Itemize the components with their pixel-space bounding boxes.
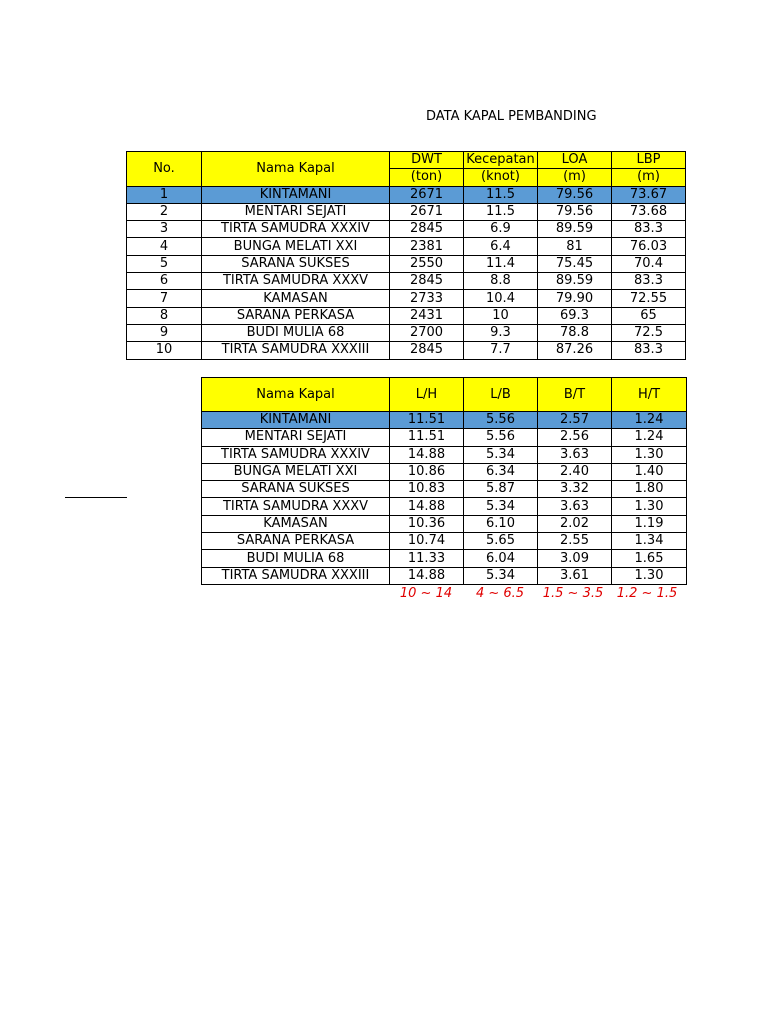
header-bt: B/T xyxy=(538,378,612,412)
cell-loa: 79.90 xyxy=(538,290,612,307)
cell-kec: 6.4 xyxy=(464,238,538,255)
header-ht: H/T xyxy=(612,378,687,412)
cell-kec: 10.4 xyxy=(464,290,538,307)
table-row xyxy=(127,255,686,272)
cell-loa: 87.26 xyxy=(538,342,612,359)
cell-lbp: 83.3 xyxy=(612,221,686,238)
cell-bt: 3.32 xyxy=(538,481,612,498)
cell-ht: 1.34 xyxy=(612,533,687,550)
cell-no: 8 xyxy=(127,307,202,324)
cell-nama: TIRTA SAMUDRA XXXIII xyxy=(202,567,390,584)
cell-kec: 9.3 xyxy=(464,324,538,341)
table-row xyxy=(202,498,687,515)
cell-lbp: 73.68 xyxy=(612,203,686,220)
cell-lbp: 72.5 xyxy=(612,324,686,341)
cell-lh: 14.88 xyxy=(390,498,464,515)
cell-lb: 5.56 xyxy=(464,429,538,446)
page-title: DATA KAPAL PEMBANDING xyxy=(426,109,597,124)
cell-nama: BUNGA MELATI XXI xyxy=(202,463,390,480)
cell-lh: 10.83 xyxy=(390,481,464,498)
cell-lb: 5.87 xyxy=(464,481,538,498)
table-row xyxy=(202,412,687,429)
cell-lh: 14.88 xyxy=(390,567,464,584)
cell-no: 6 xyxy=(127,273,202,290)
header-lb: L/B xyxy=(464,378,538,412)
cell-kec: 11.5 xyxy=(464,186,538,203)
cell-loa: 78.8 xyxy=(538,324,612,341)
cell-lh: 11.51 xyxy=(390,429,464,446)
cell-lbp: 70.4 xyxy=(612,255,686,272)
header-dwt-unit: (ton) xyxy=(390,169,464,186)
cell-nama: TIRTA SAMUDRA XXXIII xyxy=(202,342,390,359)
cell-dwt: 2845 xyxy=(390,342,464,359)
cell-lh: 10.86 xyxy=(390,463,464,480)
table-row xyxy=(127,290,686,307)
cell-kec: 8.8 xyxy=(464,273,538,290)
cell-lh: 10.36 xyxy=(390,515,464,532)
cell-kec: 10 xyxy=(464,307,538,324)
header-nama-kapal: Nama Kapal xyxy=(202,152,390,187)
cell-nama: SARANA PERKASA xyxy=(202,533,390,550)
cell-no: 3 xyxy=(127,221,202,238)
cell-nama: MENTARI SEJATI xyxy=(202,203,390,220)
cell-lb: 6.04 xyxy=(464,550,538,567)
cell-kec: 11.4 xyxy=(464,255,538,272)
cell-lbp: 72.55 xyxy=(612,290,686,307)
cell-lb: 5.34 xyxy=(464,498,538,515)
cell-lb: 6.34 xyxy=(464,463,538,480)
table-row xyxy=(202,515,687,532)
cell-ht: 1.24 xyxy=(612,429,687,446)
cell-bt: 2.02 xyxy=(538,515,612,532)
cell-lh: 11.51 xyxy=(390,412,464,429)
table-row xyxy=(127,186,686,203)
cell-nama: KINTAMANI xyxy=(202,412,390,429)
cell-dwt: 2845 xyxy=(390,273,464,290)
table-row xyxy=(127,324,686,341)
cell-bt: 3.63 xyxy=(538,446,612,463)
cell-ht: 1.30 xyxy=(612,446,687,463)
cell-nama: KAMASAN xyxy=(202,515,390,532)
cell-ht: 1.30 xyxy=(612,567,687,584)
cell-no: 2 xyxy=(127,203,202,220)
header-loa: LOA xyxy=(538,152,612,169)
table-row xyxy=(202,567,687,584)
cell-loa: 81 xyxy=(538,238,612,255)
cell-lh: 14.88 xyxy=(390,446,464,463)
cell-nama: SARANA PERKASA xyxy=(202,307,390,324)
cell-no: 7 xyxy=(127,290,202,307)
cell-lb: 5.34 xyxy=(464,567,538,584)
cell-dwt: 2550 xyxy=(390,255,464,272)
cell-ht: 1.80 xyxy=(612,481,687,498)
header-lh: L/H xyxy=(390,378,464,412)
cell-kec: 6.9 xyxy=(464,221,538,238)
header-no: No. xyxy=(127,152,202,187)
header-kecepatan: Kecepatan xyxy=(464,152,538,169)
cell-lb: 6.10 xyxy=(464,515,538,532)
cell-bt: 2.56 xyxy=(538,429,612,446)
cell-nama: BUDI MULIA 68 xyxy=(202,550,390,567)
cell-lbp: 83.3 xyxy=(612,342,686,359)
cell-loa: 89.59 xyxy=(538,221,612,238)
cell-lh: 11.33 xyxy=(390,550,464,567)
range-bt: 1.5 ~ 3.5 xyxy=(542,586,604,601)
cell-nama: TIRTA SAMUDRA XXXIV xyxy=(202,446,390,463)
cell-lb: 5.65 xyxy=(464,533,538,550)
table-row xyxy=(202,429,687,446)
table-row xyxy=(127,203,686,220)
table-row xyxy=(202,481,687,498)
cell-nama: KINTAMANI xyxy=(202,186,390,203)
table-row xyxy=(127,273,686,290)
cell-bt: 2.40 xyxy=(538,463,612,480)
range-ht: 1.2 ~ 1.5 xyxy=(616,586,678,601)
cell-dwt: 2733 xyxy=(390,290,464,307)
cell-kec: 7.7 xyxy=(464,342,538,359)
cell-dwt: 2381 xyxy=(390,238,464,255)
cell-nama: BUNGA MELATI XXI xyxy=(202,238,390,255)
cell-loa: 79.56 xyxy=(538,186,612,203)
ship-data-body xyxy=(127,186,686,359)
cell-nama: MENTARI SEJATI xyxy=(202,429,390,446)
cell-no: 4 xyxy=(127,238,202,255)
ship-data-table xyxy=(126,151,686,360)
header-dwt: DWT xyxy=(390,152,464,169)
cell-dwt: 2671 xyxy=(390,186,464,203)
cell-ht: 1.30 xyxy=(612,498,687,515)
table-row xyxy=(127,221,686,238)
cell-ht: 1.24 xyxy=(612,412,687,429)
header-lbp: LBP xyxy=(612,152,686,169)
cell-lb: 5.34 xyxy=(464,446,538,463)
range-lb: 4 ~ 6.5 xyxy=(475,586,525,601)
cell-nama: SARANA SUKSES xyxy=(202,481,390,498)
cell-nama: KAMASAN xyxy=(202,290,390,307)
cell-nama: TIRTA SAMUDRA XXXIV xyxy=(202,221,390,238)
table-row xyxy=(202,463,687,480)
cell-lbp: 76.03 xyxy=(612,238,686,255)
cell-loa: 75.45 xyxy=(538,255,612,272)
ship-ratio-table xyxy=(201,377,687,585)
table-row xyxy=(202,533,687,550)
cell-loa: 89.59 xyxy=(538,273,612,290)
cell-loa: 79.56 xyxy=(538,203,612,220)
cell-nama: BUDI MULIA 68 xyxy=(202,324,390,341)
table-row xyxy=(127,342,686,359)
cell-lbp: 83.3 xyxy=(612,273,686,290)
cell-no: 9 xyxy=(127,324,202,341)
table-row xyxy=(127,307,686,324)
cell-lbp: 73.67 xyxy=(612,186,686,203)
cell-nama: TIRTA SAMUDRA XXXV xyxy=(202,273,390,290)
cell-no: 1 xyxy=(127,186,202,203)
cell-ht: 1.19 xyxy=(612,515,687,532)
ship-ratio-body xyxy=(202,412,687,585)
cell-dwt: 2700 xyxy=(390,324,464,341)
cell-lbp: 65 xyxy=(612,307,686,324)
cell-bt: 3.09 xyxy=(538,550,612,567)
cell-no: 10 xyxy=(127,342,202,359)
cell-nama: SARANA SUKSES xyxy=(202,255,390,272)
table-row xyxy=(202,446,687,463)
cell-ht: 1.40 xyxy=(612,463,687,480)
header-loa-unit: (m) xyxy=(538,169,612,186)
header-lbp-unit: (m) xyxy=(612,169,686,186)
stray-line xyxy=(65,497,127,498)
table-row xyxy=(127,238,686,255)
cell-dwt: 2431 xyxy=(390,307,464,324)
header-kecepatan-unit: (knot) xyxy=(464,169,538,186)
cell-bt: 3.63 xyxy=(538,498,612,515)
cell-dwt: 2845 xyxy=(390,221,464,238)
cell-no: 5 xyxy=(127,255,202,272)
cell-ht: 1.65 xyxy=(612,550,687,567)
cell-kec: 11.5 xyxy=(464,203,538,220)
cell-loa: 69.3 xyxy=(538,307,612,324)
cell-bt: 3.61 xyxy=(538,567,612,584)
cell-nama: TIRTA SAMUDRA XXXV xyxy=(202,498,390,515)
header-nama-kapal-2: Nama Kapal xyxy=(202,378,390,412)
cell-dwt: 2671 xyxy=(390,203,464,220)
cell-lh: 10.74 xyxy=(390,533,464,550)
range-lh: 10 ~ 14 xyxy=(399,586,453,601)
table-row xyxy=(202,550,687,567)
cell-bt: 2.57 xyxy=(538,412,612,429)
cell-bt: 2.55 xyxy=(538,533,612,550)
cell-lb: 5.56 xyxy=(464,412,538,429)
